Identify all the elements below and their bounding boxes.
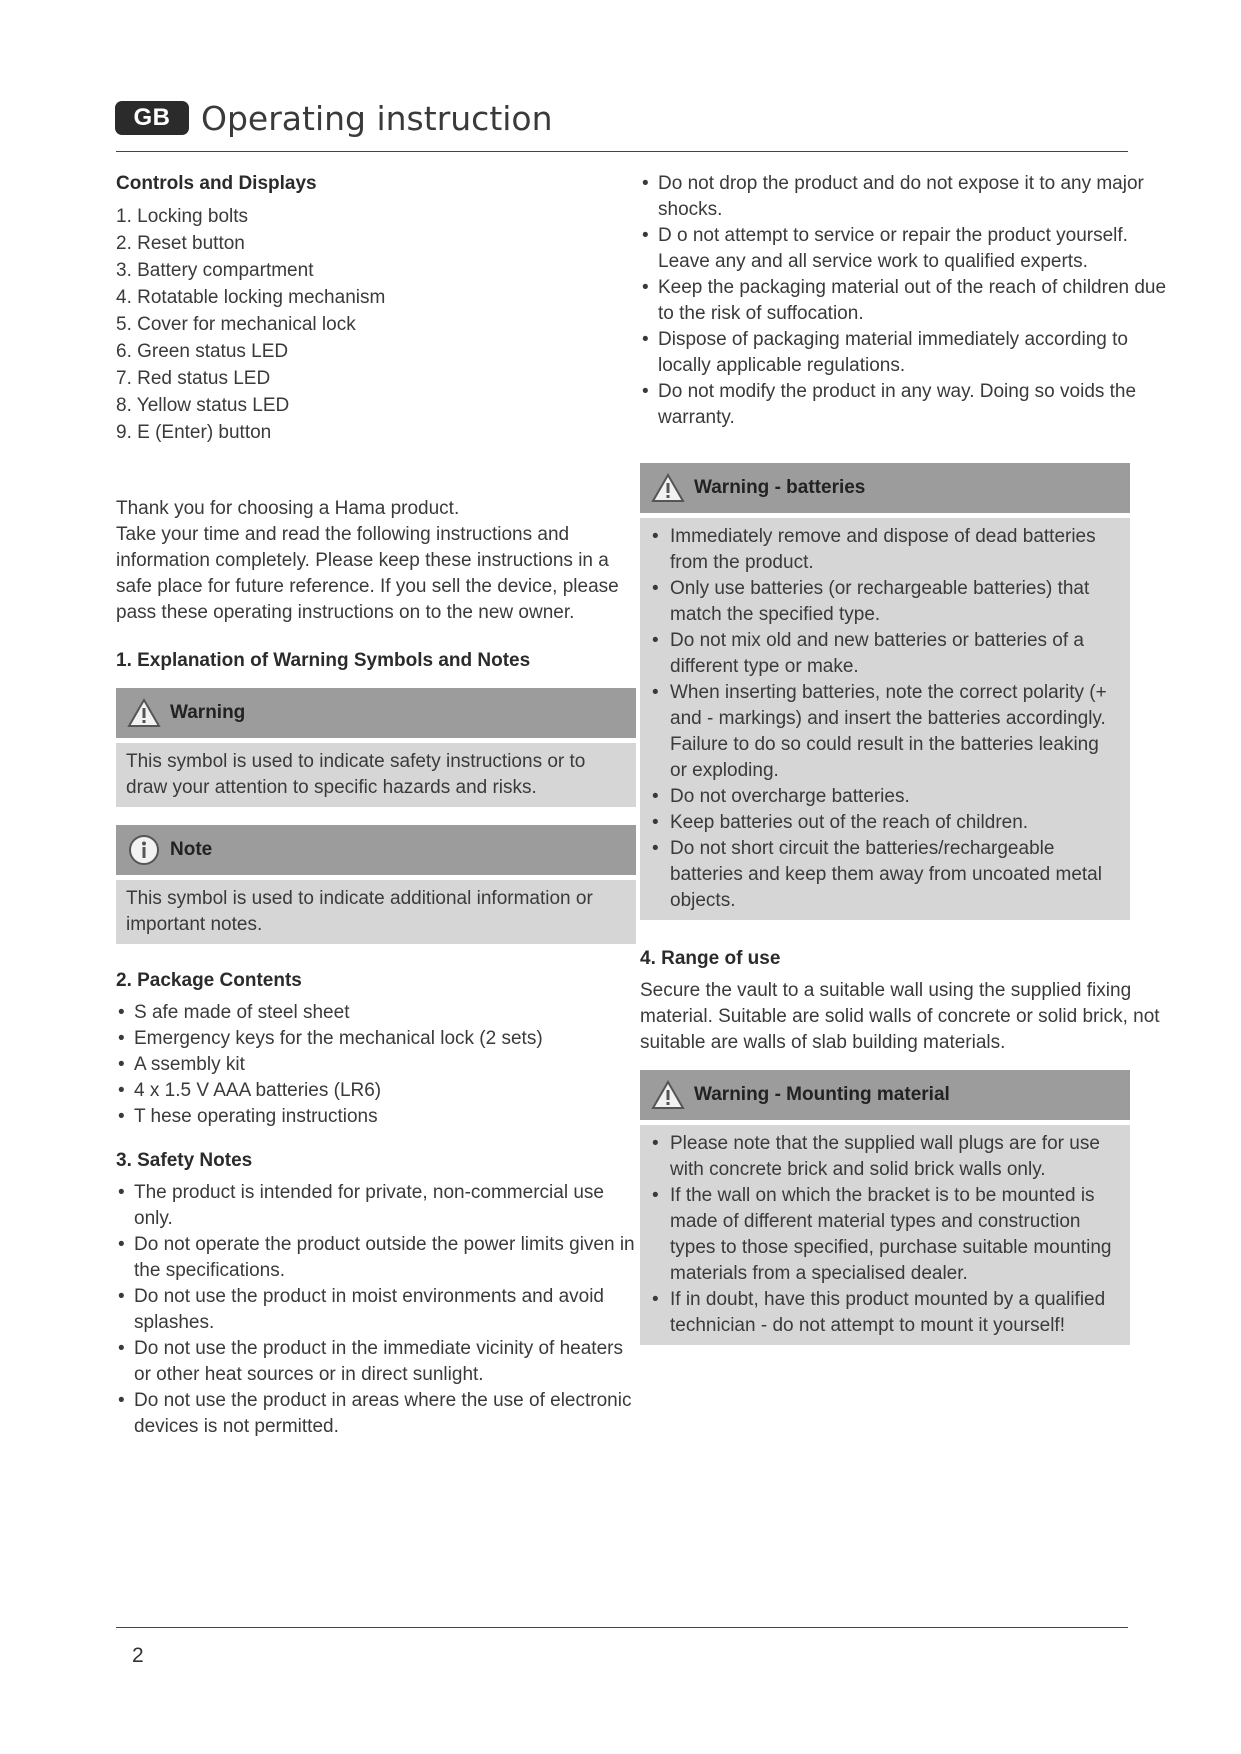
section3-heading: 3. Safety Notes xyxy=(116,1150,253,1171)
note-box-title xyxy=(116,825,636,875)
section4-heading: 4. Range of use xyxy=(640,948,781,969)
list-item: 8. Yellow status LED xyxy=(116,395,290,416)
controls-list xyxy=(116,203,636,446)
mounting-warning-body xyxy=(640,1125,1130,1345)
left-column xyxy=(116,171,636,1440)
mounting-warning-title-bar xyxy=(640,1070,1130,1120)
list-item: 9. E (Enter) button xyxy=(116,422,272,443)
list-item: • Do not short circuit the batteries/rechargeable batteries and keep them away from uncoated metal objects. xyxy=(650,836,1120,914)
list-item: 4. Rotatable locking mechanism xyxy=(116,287,386,308)
package-contents-list xyxy=(116,1000,636,1130)
page-number: 2 xyxy=(132,1644,144,1667)
note-title: Note xyxy=(170,839,213,860)
list-item: 7. Red status LED xyxy=(116,368,271,389)
list-item: • Do not use the product in areas where the use of electronic devices is not permitted. xyxy=(116,1388,636,1440)
section1-heading: 1. Explanation of Warning Symbols and Notes xyxy=(116,650,531,671)
list-item: • Dispose of packaging material immediately according to locally applicable regulations. xyxy=(640,327,1170,379)
header-divider xyxy=(116,151,1128,152)
intro-text: Take your time and read the following instructions and information completely. Please keep these instructions in a safe place for future reference. If you sell the device, please pass these operating instructions on to the new owner. xyxy=(116,524,619,623)
list-item: 6. Green status LED xyxy=(116,341,289,362)
batteries-warning-body xyxy=(640,518,1130,920)
language-badge: GB xyxy=(115,101,189,135)
safety-notes-list xyxy=(116,1180,636,1440)
safety-notes-list-continued xyxy=(640,171,1170,431)
footer-divider xyxy=(116,1627,1128,1628)
info-icon xyxy=(126,832,162,868)
mounting-warning-list xyxy=(650,1131,1120,1339)
list-item: • Keep batteries out of the reach of children. xyxy=(650,810,1120,836)
list-item: • Do not use the product in moist environments and avoid splashes. xyxy=(116,1284,636,1336)
list-item: • Emergency keys for the mechanical lock (2 sets) xyxy=(116,1026,636,1052)
mounting-warning-title: Warning - Mounting material xyxy=(694,1084,950,1105)
list-item: • 4 x 1.5 V AAA batteries (LR6) xyxy=(116,1078,636,1104)
controls-heading: Controls and Displays xyxy=(116,173,317,194)
warning-triangle-icon xyxy=(126,695,162,731)
list-item: • The product is intended for private, non-commercial use only. xyxy=(116,1180,636,1232)
list-item: 3. Battery compartment xyxy=(116,260,314,281)
list-item: • If the wall on which the bracket is to be mounted is made of different material types and construction types to those specified, purchase suitable mounting materials from a specialised dealer. xyxy=(650,1183,1120,1287)
warning-title: Warning xyxy=(170,702,246,723)
batteries-warning-list xyxy=(650,524,1120,914)
list-item: • T hese operating instructions xyxy=(116,1104,636,1130)
range-of-use-text: Secure the vault to a suitable wall using the supplied fixing material. Suitable are solid walls of concrete or solid brick, not suitable are walls of slab building materials. xyxy=(640,980,1160,1053)
list-item: • Do not drop the product and do not expose it to any major shocks. xyxy=(640,171,1170,223)
page-title: Operating instruction xyxy=(201,98,553,138)
batteries-warning-title: Warning - batteries xyxy=(694,477,866,498)
note-box-body: This symbol is used to indicate additional information or important notes. xyxy=(116,880,636,944)
list-item: • Please note that the supplied wall plugs are for use with concrete brick and solid brick walls only. xyxy=(650,1131,1120,1183)
right-column xyxy=(640,171,1170,1345)
batteries-warning-title-bar xyxy=(640,463,1130,513)
list-item: • Only use batteries (or rechargeable batteries) that match the specified type. xyxy=(650,576,1120,628)
batteries-warning-box xyxy=(640,463,1130,920)
list-item: • Immediately remove and dispose of dead batteries from the product. xyxy=(650,524,1120,576)
list-item: 5. Cover for mechanical lock xyxy=(116,314,356,335)
list-item: • Do not use the product in the immediate vicinity of heaters or other heat sources or in direct sunlight. xyxy=(116,1336,636,1388)
page-header xyxy=(115,98,553,138)
list-item: • Do not mix old and new batteries or batteries of a different type or make. xyxy=(650,628,1120,680)
list-item: • Do not operate the product outside the power limits given in the specifications. xyxy=(116,1232,636,1284)
warning-triangle-icon xyxy=(650,470,686,506)
list-item: • A ssembly kit xyxy=(116,1052,636,1078)
list-item: • Keep the packaging material out of the reach of children due to the risk of suffocation. xyxy=(640,275,1170,327)
list-item: • Do not modify the product in any way. Doing so voids the warranty. xyxy=(640,379,1170,431)
warning-triangle-icon xyxy=(650,1077,686,1113)
list-item: • If in doubt, have this product mounted by a qualified technician - do not attempt to mount it yourself! xyxy=(650,1287,1120,1339)
section2-heading: 2. Package Contents xyxy=(116,970,302,991)
warning-box-title xyxy=(116,688,636,738)
warning-box-body: This symbol is used to indicate safety instructions or to draw your attention to specific hazards and risks. xyxy=(116,743,636,807)
list-item: 1. Locking bolts xyxy=(116,206,249,227)
list-item: • D o not attempt to service or repair the product yourself. Leave any and all service work to qualified experts. xyxy=(640,223,1170,275)
list-item: • Do not overcharge batteries. xyxy=(650,784,1120,810)
list-item: 2. Reset button xyxy=(116,233,245,254)
intro-thanks: Thank you for choosing a Hama product. xyxy=(116,498,460,519)
mounting-warning-box xyxy=(640,1070,1130,1345)
list-item: • When inserting batteries, note the correct polarity (+ and - markings) and insert the batteries accordingly. Failure to do so could result in the batteries leaking or exploding. xyxy=(650,680,1120,784)
list-item: • S afe made of steel sheet xyxy=(116,1000,636,1026)
